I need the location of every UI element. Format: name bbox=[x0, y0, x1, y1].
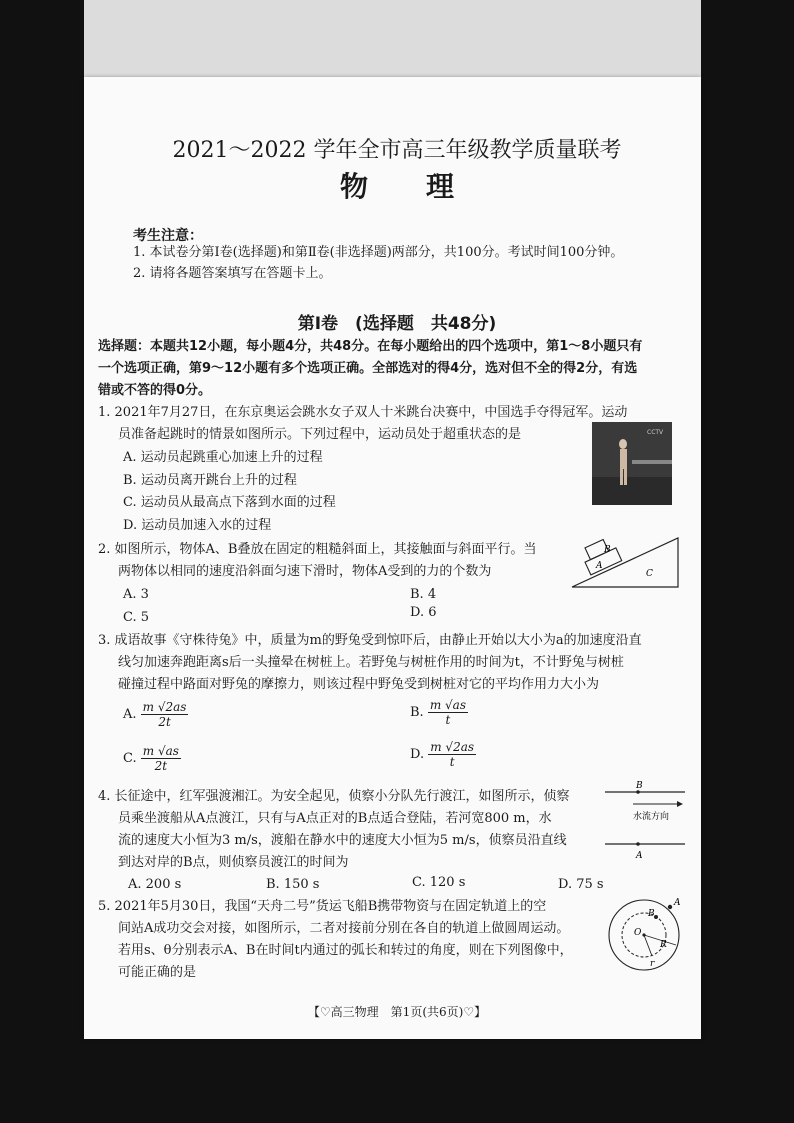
q5-line-1: 5. 2021年5月30日，我国“天舟二号”货运飞船B携带物资与在固定轨道上的空 bbox=[98, 899, 547, 914]
q4-line-4: 到达对岸的B点，则侦察员渡江的时间为 bbox=[118, 855, 349, 870]
notice-item-2: 2. 请将各题答案填写在答题卡上。 bbox=[133, 266, 332, 281]
section-intro-line-2: 一个选项正确，第9～12小题有多个选项正确。全部选对的得4分，选对但不全的得2分，有选 bbox=[98, 361, 638, 376]
q4-option-b: B. 150 s bbox=[266, 877, 320, 892]
label-c: C bbox=[646, 569, 653, 579]
q3-option-b: B. $\frac{m √as}{t}$ bbox=[410, 698, 466, 727]
q3-option-c: C. $\frac{m √as}{2t}$ bbox=[123, 744, 179, 773]
q4-line-3: 流的速度大小恒为3 m/s，渡船在静水中的速度大小恒为5 m/s，侦察员沿直线 bbox=[118, 833, 567, 848]
q2-option-b: B. 4 bbox=[410, 587, 437, 602]
q1-line-1: 1. 2021年7月27日，在东京奥运会跳水女子双人十米跳台决赛中，中国选手夺得冠军。运动 bbox=[98, 405, 628, 420]
q1-option-b: B. 运动员离开跳台上升的过程 bbox=[123, 473, 297, 488]
q5-line-4: 可能正确的是 bbox=[118, 965, 197, 980]
q5-line-3: 若用s、θ分别表示A、B在时间t内通过的弧长和转过的角度，则在下列图像中， bbox=[118, 943, 573, 958]
exam-subject: 物理 bbox=[339, 170, 512, 203]
label-b: B bbox=[636, 781, 643, 791]
q4-option-d: D. 75 s bbox=[558, 877, 604, 892]
label-b: B bbox=[604, 545, 611, 555]
q1-line-2: 员准备起跳时的情景如图所示。下列过程中，运动员处于超重状态的是 bbox=[118, 427, 522, 442]
q4-option-a: A. 200 s bbox=[128, 877, 182, 892]
q1-option-c: C. 运动员从最高点下落到水面的过程 bbox=[123, 495, 336, 510]
q4-option-c: C. 120 s bbox=[412, 875, 466, 890]
q3-option-a: A. $\frac{m √2as}{2t}$ bbox=[123, 700, 187, 729]
q3-option-d: D. $\frac{m √2as}{t}$ bbox=[410, 740, 475, 769]
label-a: A bbox=[636, 851, 643, 861]
q4-line-2: 员乘坐渡船从A点渡江，只有与A点正对的B点适合登陆，若河宽800 m，水 bbox=[118, 811, 552, 826]
label-a: A bbox=[674, 898, 681, 908]
section-intro-line-3: 错或不答的得0分。 bbox=[98, 383, 212, 398]
q2-option-d: D. 6 bbox=[410, 605, 437, 620]
cctv-logo: CCTV bbox=[647, 429, 664, 436]
orbit-diagram bbox=[604, 893, 688, 975]
page-footer: 【♡高三物理 第1页(共6页)♡】 bbox=[307, 1005, 487, 1019]
q5-line-2: 间站A成功交会对接，如图所示，二者对接前分别在各自的轨道上做圆周运动。 bbox=[118, 921, 570, 936]
label-o: O bbox=[634, 928, 642, 938]
exam-title: 2021～2022 学年全市高三年级教学质量联考 bbox=[172, 138, 622, 163]
label-r-outer: R bbox=[660, 940, 667, 950]
q2-line-2: 两物体以相同的速度沿斜面匀速下滑时，物体A受到的力的个数为 bbox=[118, 564, 492, 579]
q2-line-1: 2. 如图所示，物体A、B叠放在固定的粗糙斜面上，其接触面与斜面平行。当 bbox=[98, 542, 537, 557]
q3-line-1: 3. 成语故事《守株待兔》中，质量为m的野兔受到惊吓后，由静止开始以大小为a的加速度沿直 bbox=[98, 633, 642, 648]
section-intro-line-1: 选择题：本题共12小题，每小题4分，共48分。在每小题给出的四个选项中，第1～8小题只有 bbox=[98, 339, 643, 354]
scan-border-bottom bbox=[0, 1039, 794, 1123]
q1-option-d: D. 运动员加速入水的过程 bbox=[123, 518, 272, 533]
label-b: B bbox=[648, 909, 655, 919]
label-a: A bbox=[596, 561, 603, 571]
notice-item-1: 1. 本试卷分第Ⅰ卷(选择题)和第Ⅱ卷(非选择题)两部分，共100分。考试时间100分钟。 bbox=[133, 245, 624, 260]
q3-line-3: 碰撞过程中路面对野兔的摩擦力，则该过程中野兔受到树桩对它的平均作用力大小为 bbox=[118, 677, 600, 692]
section-title: 第Ⅰ卷 (选择题 共48分) bbox=[297, 314, 497, 334]
river-diagram bbox=[603, 778, 687, 864]
q1-option-a: A. 运动员起跳重心加速上升的过程 bbox=[123, 450, 323, 465]
q2-option-c: C. 5 bbox=[123, 610, 150, 625]
incline-diagram bbox=[570, 532, 682, 590]
flow-direction-label: 水流方向 bbox=[633, 812, 670, 822]
q4-line-1: 4. 长征途中，红军强渡湘江。为安全起见，侦察小分队先行渡江，如图所示，侦察 bbox=[98, 789, 570, 804]
q2-option-a: A. 3 bbox=[123, 587, 149, 602]
q3-line-2: 线匀加速奔跑距离s后一头撞晕在树桩上。若野兔与树桩作用的时间为t，不计野兔与树桩 bbox=[118, 655, 624, 670]
label-r-inner: r bbox=[650, 959, 655, 969]
diving-photo bbox=[592, 422, 672, 505]
notice-heading: 考生注意： bbox=[133, 228, 203, 244]
